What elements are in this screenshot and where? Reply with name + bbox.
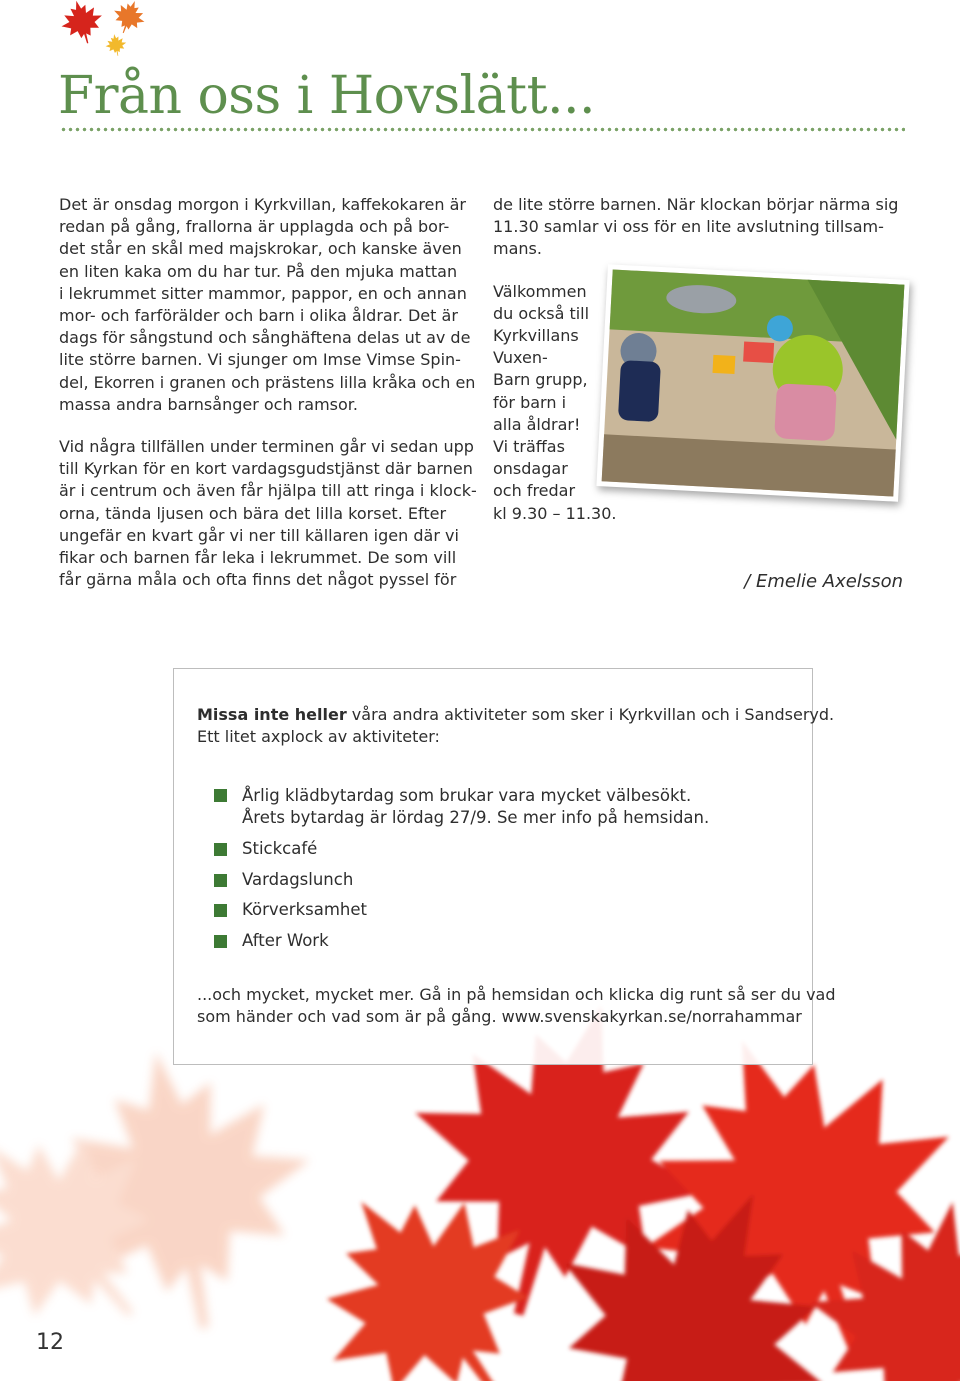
text-line: lite större barnen. Vi sjunger om Imse Vimse Spin-	[59, 350, 461, 370]
text-line: Barn grupp,	[493, 370, 588, 390]
bullet-icon	[214, 935, 227, 948]
infobox-intro	[197, 704, 835, 749]
text-line: är i centrum och även får hjälpa till att ringa i klock-	[59, 481, 477, 501]
text-line: kl 9.30 – 11.30.	[493, 503, 617, 523]
activity-item: After Work	[242, 931, 329, 950]
text-line: dags för sångstund och sånghäftena delas ut av de	[59, 328, 471, 348]
text-line: mor- och farförälder och barn i olika åldrar. Det är	[59, 306, 458, 326]
text-line: Det är onsdag morgon i Kyrkvillan, kaffekokaren är	[59, 195, 467, 214]
text-line: onsdagar	[493, 459, 568, 479]
article-column-1	[59, 194, 479, 611]
paragraph-1	[59, 194, 479, 416]
text-line: alla åldrar!	[493, 414, 581, 434]
text-line: de lite större barnen. När klockan börjar närma sig	[493, 195, 899, 214]
text-line: får gärna måla och ofta finns det något pyssel för	[59, 570, 457, 590]
text-line: Kyrkvillans	[493, 326, 579, 346]
text-line: i lekrummet sitter mammor, pappor, en och annan	[59, 283, 467, 303]
infobox-intro-rest: våra andra aktiviteter som sker i Kyrkvillan och i Sandseryd.	[346, 705, 835, 724]
maple-leaf-icon	[54, 0, 154, 60]
infobox-intro-line2: Ett litet axplock av aktiviteter:	[197, 727, 440, 747]
activity-item: Årlig klädbytardag som brukar vara mycket välbesökt.	[242, 786, 692, 805]
infobox-outro-line2: som händer och vad som är på gång. www.svenskakyrkan.se/norrahammar	[197, 1007, 802, 1027]
infobox-outro-line1: ...och mycket, mycket mer. Gå in på hemsidan och klicka dig runt så ser du vad	[197, 985, 836, 1004]
paragraph-2	[59, 436, 479, 591]
activity-item: Körverksamhet	[242, 900, 367, 919]
text-line: för barn i	[493, 392, 567, 412]
title-divider	[60, 127, 905, 132]
bullet-icon	[214, 904, 227, 917]
activity-item-detail: Årets bytardag är lördag 27/9. Se mer info på hemsidan.	[242, 808, 710, 827]
infobox-intro-bold: Missa inte heller	[197, 705, 347, 724]
page-title: Från oss i Hovslätt...	[58, 66, 596, 126]
text-line: mans.	[493, 239, 542, 259]
bullet-icon	[214, 874, 227, 887]
bullet-icon	[214, 843, 227, 856]
text-line: till Kyrkan för en kort vardagsgudstjänst där barnen	[59, 459, 473, 479]
paragraph-3	[493, 194, 903, 261]
text-line: massa andra barnsånger och ramsor.	[59, 394, 358, 414]
faded-leaf-left	[0, 1029, 335, 1381]
infobox-outro	[197, 984, 836, 1029]
text-line: orna, tända ljusen och bära det lilla korset. Efter	[59, 503, 447, 523]
text-line: fikar och barnen får leka i lekrummet. De som vill	[59, 548, 457, 568]
text-line: och fredar	[493, 481, 576, 501]
text-line: ungefär en kvart går vi ner till källaren igen där vi	[59, 525, 459, 545]
page-number: 12	[36, 1330, 64, 1355]
author-signature: / Emelie Axelsson	[744, 571, 903, 592]
text-line: Vi träffas	[493, 437, 565, 457]
text-line: del, Ekorren i granen och prästens lilla kråka och en	[59, 372, 476, 392]
text-line: Vid några tillfällen under terminen går vi sedan upp	[59, 437, 474, 457]
bullet-icon	[214, 789, 227, 802]
children-sandbox-photo	[596, 264, 909, 502]
text-line: redan på gång, frallorna är upplagda och på bor-	[59, 217, 450, 237]
text-line: det står en skål med majskrokar, och kanske även	[59, 239, 462, 259]
text-line: en liten kaka om du har tur. På den mjuka mattan	[59, 261, 458, 281]
text-line: Vuxen-	[493, 348, 548, 368]
photo-illustration	[596, 264, 909, 502]
text-line: 11.30 samlar vi oss för en lite avslutning tillsam-	[493, 217, 884, 237]
text-line: Välkommen	[493, 281, 587, 301]
text-line: du också till	[493, 303, 590, 323]
activity-item: Stickcafé	[242, 839, 318, 858]
activity-item: Vardagslunch	[242, 870, 354, 889]
